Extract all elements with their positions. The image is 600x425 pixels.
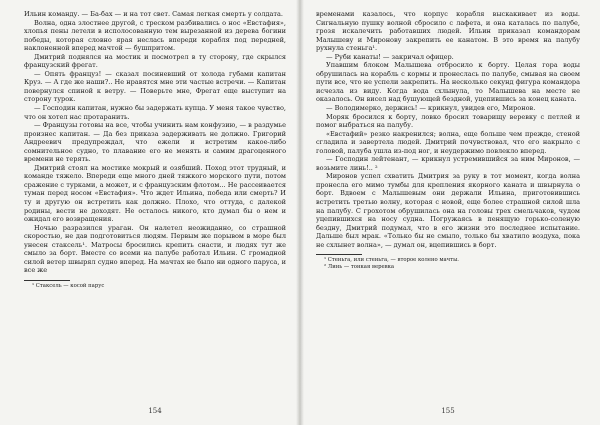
right-paragraph: — Руби канаты! — закричал офицер. <box>326 52 454 61</box>
left-paragraph: Ночью разразился ураган. Он налетел неожиданно, со страшной скоростью, не дав подготовиться людям. Первым же порывом в море был унесен стаксель¹. Матросы бросились крепить снасти, и людях тут же смыло за борт. Вместе со всеми на палубе работал Ильин. С громадной силой ветер швырял судно вперед. На мачтах не было ни одного паруса, и все же <box>24 223 286 275</box>
right-footnote: ¹ Стеньга, или стеньга, — второе колено мачты. <box>324 257 459 264</box>
left-paragraph: — Французы готовы на все, чтобы учинить нам конфузию, — в раздумье произнес капитан. — Да без приказа задерживать не должно. Григорий Андреевич предупреждал, что ежели и встретим какое-либо сомнительное судно, то плавание его не менять и самим драгоценного времени не терять. <box>24 121 286 164</box>
footnote-divider <box>316 254 362 255</box>
right-page-number: 155 <box>441 407 455 415</box>
left-paragraph: Дмитрий стоял на мостике мокрый и озябший. Поход этот трудный, и команде тяжело. Впереди еще много дней тяжкого морского пути, потом сражение с турками, а может, и с французским флотом... Не рассеивается туман перед носом «Евстафия». Что ждет Ильина, победа или смерть? И ту и другую он встретить как должно. Плохо, что оттуда, с далекой родины, вести не доходят. Не осталось никого, кто думал бы о нем и ожидал его возвращения. <box>24 163 286 224</box>
right-page-text <box>316 10 580 249</box>
left-page-text <box>24 10 286 275</box>
book-gutter <box>296 0 304 425</box>
left-paragraph: — Опять француз! — сказал посиневший от холода губами капитан Круз. — А где же наши?.. Не нравятся мне эти частые встречи. — Капитан повернулся спиной к ветру. — Поверьте мне, Фрегат еще выступит на сторону турок. <box>24 69 286 104</box>
left-paragraph: — Господин капитан, нужно бы задержать купца. У меня такое чувство, что он хотел нас протаранить. <box>24 104 286 121</box>
right-paragraph: Миронов успел схватить Дмитрия за руку в тот момент, когда волна пронесла его мимо тумбы для крепления якорного каната и швырнула о борт. Вдвоем с Малышевым они держали Ильина, приготовившись встретить третью волну, которая с новой, еще более страшной силой шла на палубу. С грохотом обрушилась она на головы трех смельчаков, чудом уцепившихся на носу судна. Погружаясь в пенящую горько-соленую бездну, Дмитрий подумал, что в его жизни это последнее испытание. Дальше был мрак. «Только бы не смыло, только бы хватило воздуха, пока не схлынет волна», — думал он, вцепившись в борт. <box>316 172 580 249</box>
right-paragraph: — Володимерко, держись! — крикнул, увидев его, Миронов. <box>326 104 536 113</box>
left-page-number: 154 <box>148 407 162 415</box>
right-paragraph: временами казалось, что корпус корабля выскакивает из воды. Сигнальную пушку волной сбросило с лафета, и она каталась по палубе, грозя искалечить работавших людей. Ильин приказал командорам Малышеву и Миронову закрепить ее канатом. В это время на палубу рухнула стеньга¹. <box>316 10 580 53</box>
right-paragraph: Моряк бросился к борту, ловко бросил товарищу веревку с петлей и помог выбраться на палубу. <box>316 112 580 130</box>
left-paragraph: Волна, одна злостнее другой, с треском разбивались о нос «Евстафия», хлопья пены летели в исполосованную тем вырезанной из дерева богини победы, которая словно ярая неслась впереди корабля под передней, наклоненной вперед мачтой — бушпритом. <box>24 18 286 53</box>
left-page <box>24 10 286 418</box>
right-page <box>316 10 580 418</box>
right-paragraph: — Господин лейтенант, — крикнул устремившийся за ним Миронов, — возьмите линь!.. ² <box>316 155 580 172</box>
left-paragraph: Дмитрий поднялся на мостик и посмотрел в ту сторону, где скрылся французский фрегат. <box>24 52 286 70</box>
right-paragraph: Упавшим блоком Малышева отбросило к борту. Целая гора воды обрушилась на корабль с кормы и пронеслась по палубе, смывая на своем пути все, что не успели закрепить. На несколько секунд фигура командора исчезла из виду. Когда вода схлынула, то Малышева на месте не оказалось. Он висел над бушующей бездной, уцепившись за конец каната. <box>316 61 580 104</box>
right-footnote: ² Линь — тонкая веревка <box>324 264 395 271</box>
left-paragraph: Ильин команду. — Ба-бах — и на тот свет. Самая легкая смерть у солдата. <box>24 10 283 18</box>
right-paragraph: «Евстафий» резко накренился; волна, еще больше чем прежде, стеной сгладила и завертела людей. Дмитрий почувствовал, что его накрыло с головой, палуба ушла из-под ног, и неудержимо повлекло вперед. <box>316 129 580 155</box>
footnote-divider <box>24 280 70 281</box>
left-footnote: ¹ Стаксель — косой парус <box>32 282 105 289</box>
